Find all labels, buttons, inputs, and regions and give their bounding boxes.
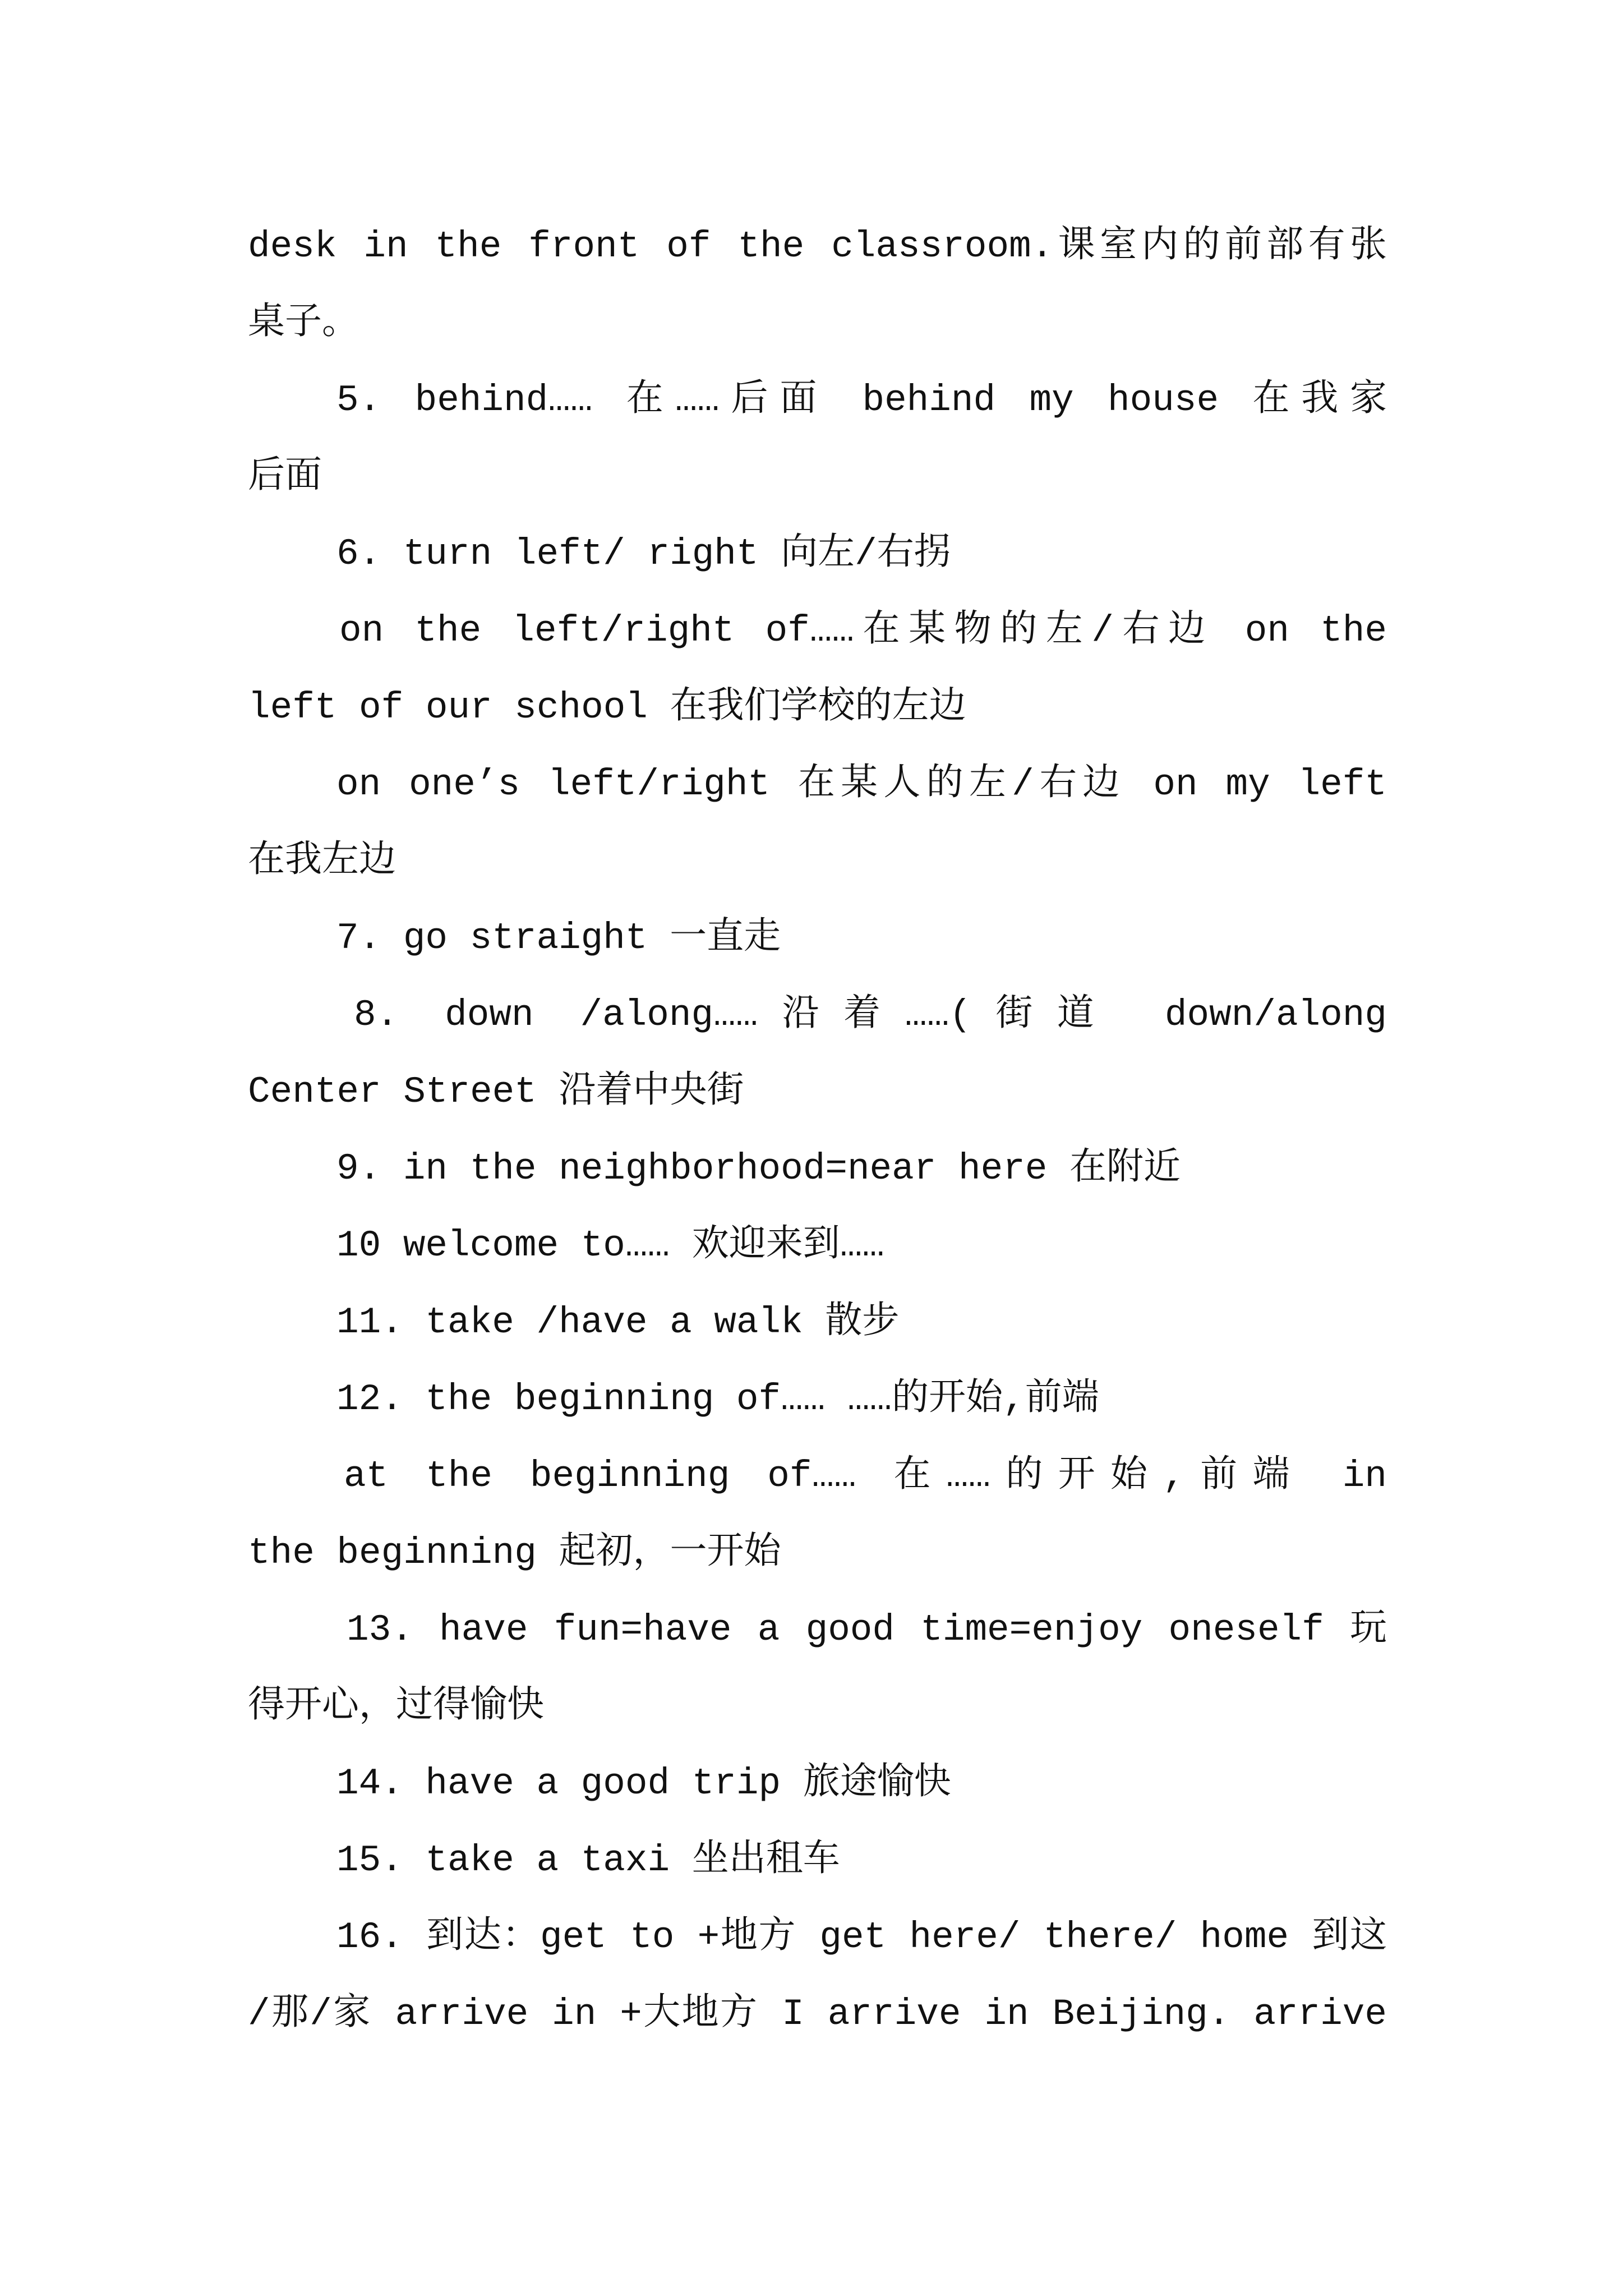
text-line: /那/家 arrive in +大地方 I arrive in Beijing. arrive	[248, 1993, 1387, 2035]
text-line: 15. take a taxi 坐出租车	[336, 1839, 840, 1881]
phrase-entry-12-at-beginning	[248, 1438, 1387, 1591]
phrase-entry-15	[248, 1822, 1387, 1899]
document-body	[248, 208, 1387, 2053]
phrase-entry-10	[248, 1207, 1387, 1284]
text-line: on the left/right of……在某物的左/右边 on the	[339, 610, 1387, 652]
text-line: 6. turn left/ right 向左/右拐	[336, 533, 951, 575]
phrase-entry-8	[248, 977, 1387, 1130]
text-line: 10 welcome to…… 欢迎来到……	[336, 1225, 884, 1267]
text-line: 9. in the neighborhood=near here 在附近	[336, 1148, 1181, 1190]
text-line: left of our school 在我们学校的左边	[248, 687, 966, 729]
text-line: Center Street 沿着中央街	[248, 1071, 744, 1113]
text-line: 在我左边	[248, 840, 396, 882]
text-line: 得开心，过得愉快	[248, 1686, 544, 1728]
text-line: 12. the beginning of…… ……的开始,前端	[336, 1378, 1099, 1420]
text-line: at the beginning of…… 在……的开始,前端 in	[344, 1455, 1387, 1497]
phrase-entry-14	[248, 1745, 1387, 1822]
text-line: the beginning 起初，一开始	[248, 1532, 781, 1574]
phrase-entry-12	[248, 1361, 1387, 1438]
phrase-entry-16	[248, 1899, 1387, 2053]
text-line: 8. down /along……沿着……(街道 down/along	[354, 994, 1387, 1036]
phrase-entry-9	[248, 1130, 1387, 1207]
phrase-entry-6-left-right	[248, 592, 1387, 746]
text-line: 13. have fun=have a good time=enjoy oneself 玩	[347, 1609, 1387, 1651]
text-line: 16. 到达：get to +地方 get here/ there/ home 到这	[336, 1916, 1387, 1958]
text-line: desk in the front of the classroom.课室内的前部有张	[248, 226, 1387, 268]
continued-paragraph	[248, 208, 1387, 362]
text-line: on one’s left/right 在某人的左/右边 on my left	[336, 763, 1387, 806]
phrase-entry-6-ones-left	[248, 746, 1387, 900]
phrase-entry-13	[248, 1591, 1387, 1745]
phrase-entry-7	[248, 900, 1387, 977]
text-line: 7. go straight 一直走	[336, 917, 781, 959]
text-line: 11. take /have a walk 散步	[336, 1301, 900, 1343]
phrase-entry-6	[248, 516, 1387, 592]
text-line: 桌子。	[248, 302, 359, 344]
text-line: 14. have a good trip 旅途愉快	[336, 1763, 951, 1805]
phrase-entry-5	[248, 362, 1387, 516]
phrase-entry-11	[248, 1284, 1387, 1361]
text-line: 后面	[248, 456, 322, 498]
text-line: 5. behind…… 在……后面 behind my house 在我家	[336, 379, 1387, 421]
